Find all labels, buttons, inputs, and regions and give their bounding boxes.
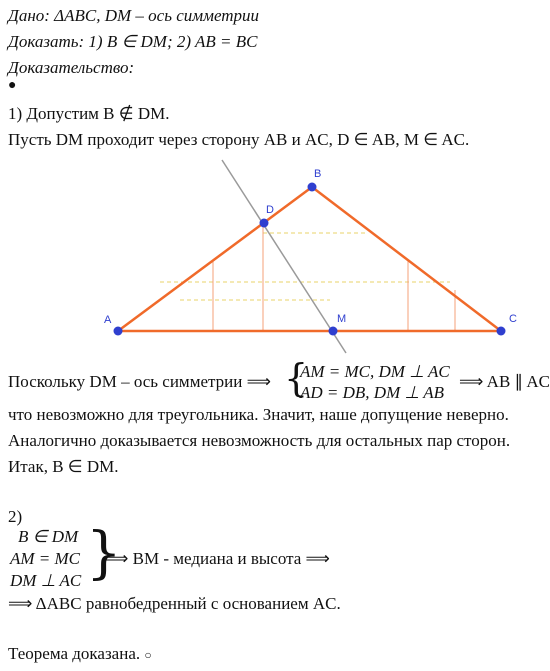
qed-mark: ○ [144, 648, 152, 662]
median-result: ⟹ BM - медиана и высота ⟹ [104, 549, 330, 568]
label-b: B [314, 168, 322, 180]
condition-2: AM = MC [10, 549, 81, 568]
end-text: Теорема доказана. [8, 644, 141, 663]
axis-dm [222, 160, 346, 353]
part2-label: 2) [8, 507, 23, 526]
given-line: Дано: ΔABC, DM – ось симметрии [8, 6, 260, 25]
point-a [114, 327, 123, 336]
end-line [8, 644, 152, 664]
bullet: ● [8, 78, 17, 93]
parallel-conclusion: ⟹ AB ∥ AC [459, 372, 550, 391]
impossible-line: что невозможно для треугольника. Значит, наше допущение неверно. [8, 405, 509, 424]
case-1: AM = MC, DM ⊥ AC [300, 362, 450, 381]
label-d: D [266, 204, 274, 216]
system-brace-1: { [284, 356, 309, 400]
case-2: AD = DB, DM ⊥ AB [300, 383, 445, 402]
similar-line: Аналогично доказывается невозможность для остальных пар сторон. [8, 431, 511, 450]
condition-1: B ∈ DM [18, 527, 79, 546]
prove-line: Доказать: 1) B ∈ DM; 2) AB = BC [8, 32, 258, 51]
triangle-diagram [0, 150, 550, 380]
point-b [308, 183, 317, 192]
point-m [329, 327, 338, 336]
label-a: A [104, 314, 112, 326]
assumption-line: 1) Допустим B ∉ DM. [8, 104, 170, 123]
point-c [497, 327, 506, 336]
let-line: Пусть DM проходит через сторону AB и AC, D ∈ AB, M ∈ AC. [8, 130, 470, 149]
condition-3: DM ⊥ AC [10, 571, 82, 590]
point-d [260, 219, 269, 228]
system-brace-2: } [86, 521, 122, 586]
label-m: M [337, 313, 347, 325]
so-line: Итак, B ∈ DM. [8, 457, 119, 476]
label-c: C [509, 313, 517, 325]
final-line: ⟹ ΔABC равнобедренный с основанием AC. [8, 594, 341, 613]
triangle-abc [118, 187, 501, 331]
altitude-segments [213, 223, 455, 331]
since-line: Поскольку DM – ось симметрии ⟹ [8, 372, 271, 391]
proof-title: Доказательство: [8, 58, 135, 77]
